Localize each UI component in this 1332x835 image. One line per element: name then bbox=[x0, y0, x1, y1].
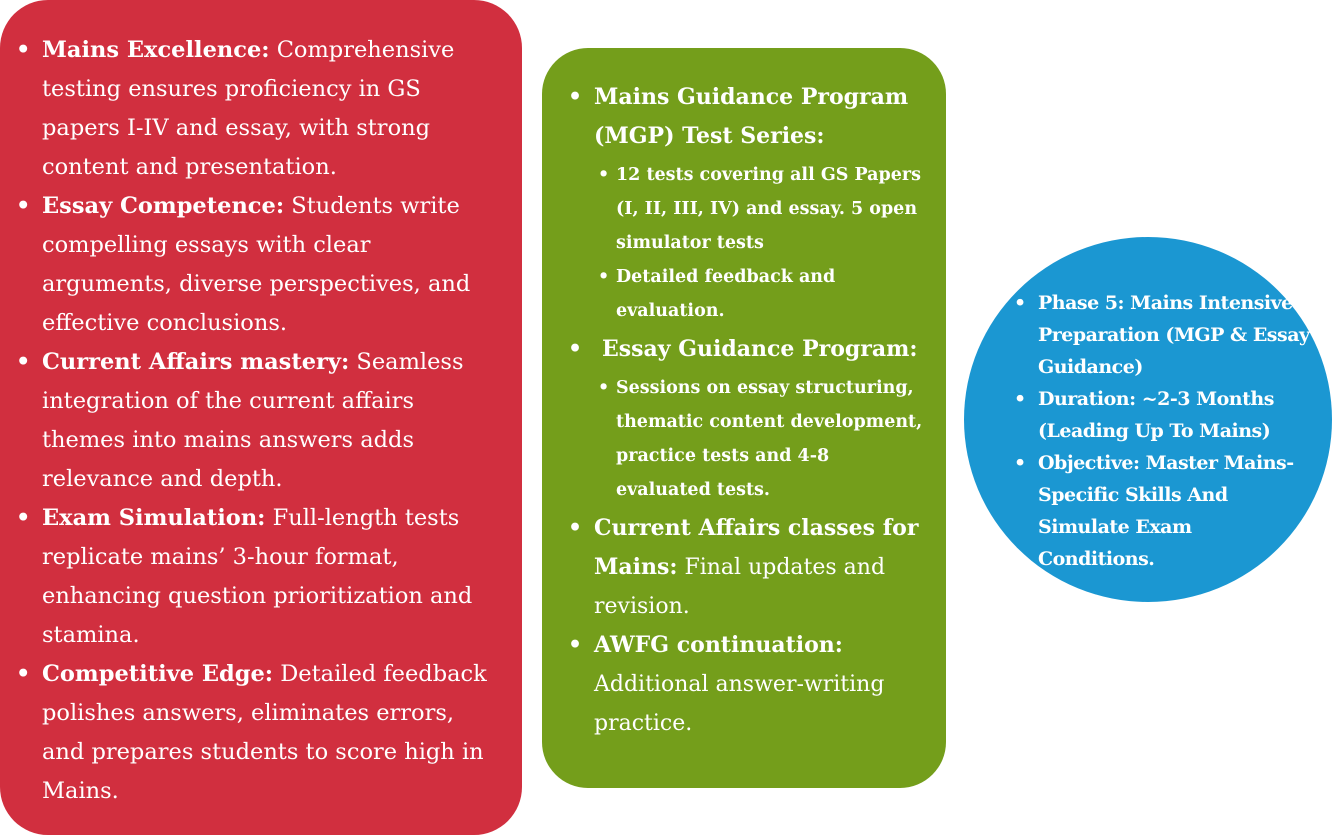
phase-list bbox=[1010, 287, 1310, 575]
egp-title: Essay Guidance Program: bbox=[602, 336, 918, 362]
item-title: Current Affairs mastery: bbox=[42, 349, 350, 375]
egp-sublist bbox=[594, 371, 926, 507]
item-text: Detailed feedback polishes answers, eliminates errors, and prepares students to score high in Mains. bbox=[42, 661, 487, 804]
ca-title: Current Affairs classes for Mains: bbox=[594, 515, 919, 580]
item-title: Exam Simulation: bbox=[42, 505, 266, 531]
list-item bbox=[16, 31, 492, 187]
list-item-ca bbox=[568, 509, 926, 626]
outcomes-list bbox=[16, 31, 492, 811]
awfg-title: AWFG continuation: bbox=[594, 632, 843, 658]
phase-circle bbox=[964, 237, 1332, 602]
programs-panel bbox=[542, 48, 946, 788]
list-item: • Phase 5: Mains Intensive Preparation (MGP & Essay Guidance) bbox=[1010, 287, 1310, 383]
programs-list bbox=[568, 78, 926, 743]
outcomes-panel bbox=[0, 0, 522, 835]
list-item-awfg bbox=[568, 626, 926, 743]
mgp-sublist bbox=[594, 158, 926, 328]
list-item bbox=[16, 343, 492, 499]
list-item-mgp bbox=[568, 78, 926, 328]
awfg-text: Additional answer-writing practice. bbox=[594, 672, 885, 736]
sub-item: • Sessions on essay structuring, thematic content development, practice tests and 4-8 evaluated tests. bbox=[594, 371, 926, 507]
item-text: Comprehensive testing ensures proficiency in GS papers I-IV and essay, with strong content and presentation. bbox=[42, 37, 455, 180]
item-text: Full-length tests replicate mains’ 3-hour format, enhancing question prioritization and stamina. bbox=[42, 505, 473, 648]
list-item bbox=[16, 655, 492, 811]
list-item-egp bbox=[568, 330, 926, 507]
mgp-title: Mains Guidance Program (MGP) Test Series: bbox=[594, 84, 909, 149]
list-item: • Duration: ~2-3 Months (Leading Up To Mains) bbox=[1010, 383, 1310, 447]
list-item bbox=[16, 187, 492, 343]
item-title: Mains Excellence: bbox=[42, 37, 270, 63]
sub-item: • 12 tests covering all GS Papers (I, II, III, IV) and essay. 5 open simulator tests bbox=[594, 158, 926, 260]
list-item: • Objective: Master Mains-Specific Skills And Simulate Exam Conditions. bbox=[1010, 447, 1310, 575]
item-title: Competitive Edge: bbox=[42, 661, 274, 687]
item-text: Seamless integration of the current affairs themes into mains answers adds relevance and depth. bbox=[42, 349, 464, 492]
ca-text: Final updates and revision. bbox=[594, 555, 886, 619]
sub-item: • Detailed feedback and evaluation. bbox=[594, 260, 926, 328]
item-title: Essay Competence: bbox=[42, 193, 285, 219]
list-item bbox=[16, 499, 492, 655]
item-text: Students write compelling essays with clear arguments, diverse perspectives, and effective conclusions. bbox=[42, 193, 471, 336]
